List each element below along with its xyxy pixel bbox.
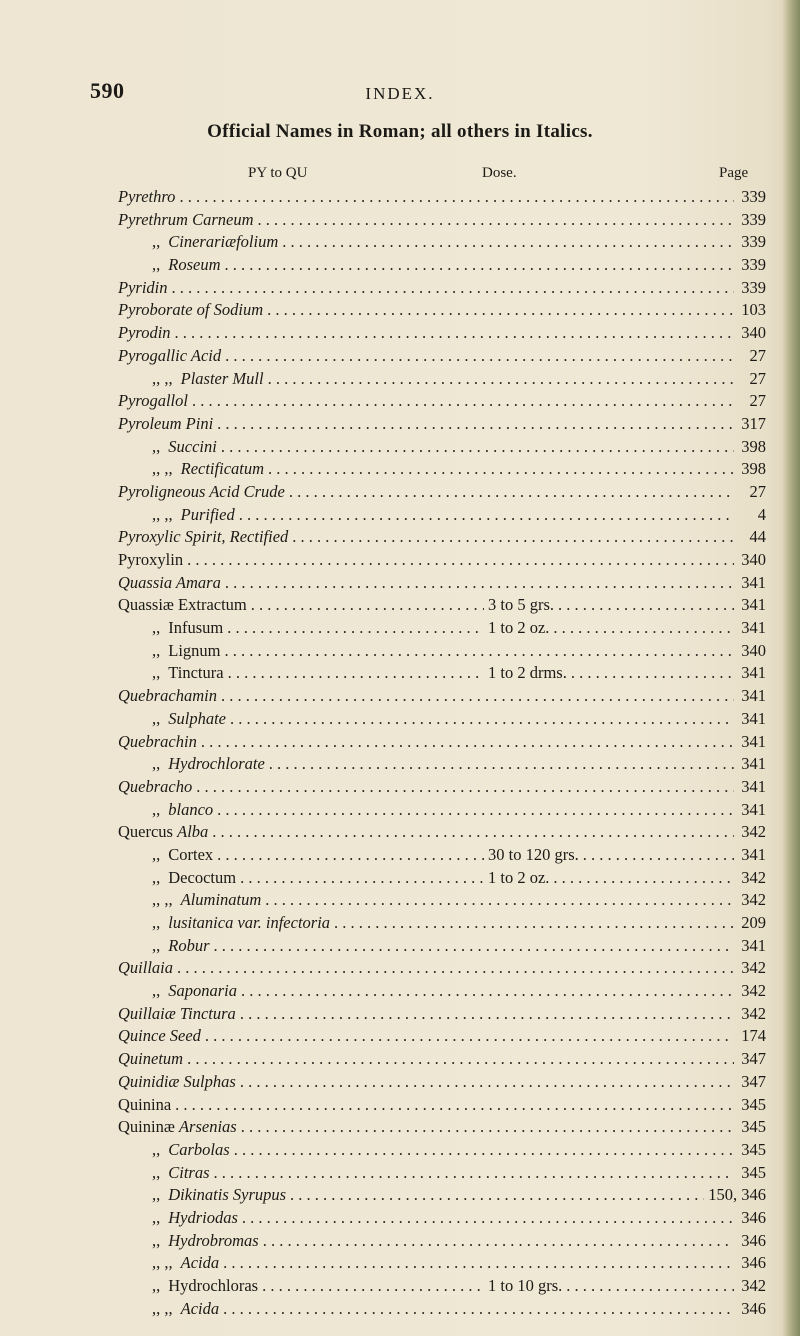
index-entry — [118, 254, 766, 277]
ditto-mark: ,, — [152, 1276, 161, 1295]
leader-dots — [217, 799, 734, 822]
entry-page: 340 — [741, 550, 766, 569]
entry-term: Plaster Mull — [180, 368, 264, 388]
entry-name — [118, 980, 241, 1003]
leader-dots — [214, 1162, 734, 1185]
index-entry — [118, 231, 766, 254]
running-head: INDEX. — [365, 84, 435, 103]
leader-dots — [201, 731, 734, 754]
entry-page: 398 — [741, 436, 766, 456]
entry-page: 342 — [741, 1003, 766, 1023]
ditto-mark: ,, — [152, 640, 161, 660]
entry-name — [118, 277, 172, 300]
entry-name — [118, 685, 221, 708]
entry-page: 341 — [741, 731, 766, 751]
entry-term: Pyrogallic Acid — [118, 345, 222, 365]
entry-page: 27 — [749, 391, 766, 411]
entry-term: Saponaria — [168, 981, 238, 1001]
leader-dots — [223, 1298, 734, 1321]
index-entry — [118, 821, 766, 844]
page-number: 590 — [90, 78, 125, 103]
index-entry — [118, 1207, 766, 1230]
index-entry — [118, 1025, 766, 1048]
entry-name — [118, 867, 240, 890]
leader-dots — [225, 254, 735, 277]
entry-term: Aluminatum — [180, 890, 262, 910]
entry-term: Pyrethrum Carneum — [118, 209, 254, 229]
entry-term: Quebracho — [118, 776, 193, 796]
entry-name — [118, 1071, 240, 1094]
index-entries — [118, 186, 766, 1320]
ditto-mark: ,, — [152, 663, 161, 683]
entry-name — [118, 254, 225, 277]
leader-dots — [262, 1275, 484, 1298]
entry-term: Carbolas — [168, 1139, 230, 1159]
entry-term: Citras — [168, 1162, 210, 1182]
index-entry — [118, 799, 766, 822]
ditto-mark: ,, — [152, 618, 161, 638]
entry-page: 339 — [741, 255, 766, 275]
entry-term: Pyroxylin — [118, 550, 184, 569]
entry-term: Quillaiæ Tinctura — [118, 1003, 236, 1023]
leader-dots — [225, 640, 735, 663]
entry-page: 341 — [741, 844, 766, 864]
leader-dots — [553, 617, 734, 640]
index-entry — [118, 640, 766, 663]
index-entry — [118, 390, 766, 413]
entry-term: Rectificatum — [180, 459, 265, 479]
entry-page: 347 — [741, 1071, 766, 1091]
index-entry — [118, 1230, 766, 1253]
entry-name — [118, 1230, 263, 1253]
ditto-mark: ,, — [152, 799, 161, 819]
entry-term: Robur — [168, 935, 210, 955]
entry-page: 346 — [741, 1298, 766, 1318]
entry-term: Pyroligneous Acid Crude — [118, 481, 285, 501]
ditto-mark: ,, — [152, 844, 161, 864]
ditto-mark: ,, — [152, 1230, 161, 1250]
ditto-mark: ,, ,, — [152, 890, 173, 910]
index-entry — [118, 504, 766, 527]
entry-term: Quillaia — [118, 958, 174, 978]
entry-term: Purified — [180, 504, 235, 524]
leader-dots — [192, 390, 734, 413]
entry-page: 341 — [741, 708, 766, 728]
entry-name — [118, 1275, 262, 1298]
entry-term: Hydriodas — [168, 1207, 238, 1227]
entry-name — [118, 617, 227, 640]
entry-name — [118, 209, 258, 232]
entry-name — [118, 322, 175, 345]
entry-term: Arsenias — [178, 1117, 237, 1137]
entry-term: Quince Seed — [118, 1026, 201, 1046]
entry-name — [118, 1184, 290, 1207]
entry-page: 346 — [741, 1230, 766, 1250]
leader-dots — [221, 685, 734, 708]
index-entry — [118, 912, 766, 935]
index-entry — [118, 889, 766, 912]
leader-dots — [251, 594, 484, 617]
entry-page: 209 — [741, 913, 766, 932]
entry-page: 346 — [741, 1207, 766, 1227]
entry-page: 317 — [741, 413, 766, 433]
leader-dots — [196, 776, 734, 799]
ditto-mark: ,, — [152, 1185, 161, 1205]
entry-name — [118, 481, 289, 504]
entry-name — [118, 731, 201, 754]
index-entry — [118, 1003, 766, 1026]
index-entry — [118, 299, 766, 322]
entry-name — [118, 594, 251, 617]
entry-name — [118, 368, 268, 391]
index-entry — [118, 731, 766, 754]
leader-dots — [175, 322, 734, 345]
index-entry — [118, 1252, 766, 1275]
entry-page: 339 — [741, 187, 766, 206]
entry-name — [118, 799, 217, 822]
entry-page: 341 — [741, 799, 766, 819]
entry-term: Cortex — [168, 844, 214, 864]
entry-name — [118, 458, 268, 481]
leader-dots — [566, 1275, 734, 1298]
entry-dose: 1 to 2 drms. — [488, 663, 567, 683]
entry-name — [118, 708, 230, 731]
entry-prefix: Quercus — [118, 822, 178, 842]
entry-page: 150, 346 — [708, 1185, 766, 1205]
leader-dots — [239, 504, 734, 527]
index-entry — [118, 368, 766, 391]
leader-dots — [571, 662, 734, 685]
entry-name — [118, 1048, 187, 1071]
entry-page: 342 — [741, 890, 766, 910]
entry-page: 345 — [741, 1139, 766, 1159]
index-entry — [118, 458, 766, 481]
entry-name — [118, 1207, 242, 1230]
entry-term: Decoctum — [168, 867, 237, 887]
entry-page: 174 — [741, 1026, 766, 1046]
entry-page: 398 — [741, 459, 766, 479]
entry-page: 341 — [741, 754, 766, 774]
index-entry — [118, 277, 766, 300]
index-entry — [118, 708, 766, 731]
index-entry — [118, 617, 766, 640]
index-entry — [118, 549, 766, 572]
leader-dots — [217, 413, 734, 436]
entry-term: Quinidiæ Sulphas — [118, 1071, 236, 1091]
entry-name — [118, 912, 334, 935]
leader-dots — [205, 1025, 734, 1048]
entry-name — [118, 753, 269, 776]
entry-term: Pyridin — [118, 277, 168, 297]
entry-page: 339 — [741, 209, 766, 229]
index-entry — [118, 594, 766, 617]
leader-dots — [230, 708, 734, 731]
entry-page: 345 — [741, 1162, 766, 1182]
entry-name — [118, 640, 225, 663]
entry-dose: 1 to 10 grs. — [488, 1276, 563, 1295]
entry-term: blanco — [168, 799, 214, 819]
ditto-mark: ,, — [152, 1162, 161, 1182]
entry-page: 346 — [741, 1253, 766, 1273]
entry-term: Pyroxylic Spirit, Rectified — [118, 527, 289, 547]
ditto-mark: ,, — [152, 867, 161, 887]
ditto-mark: ,, ,, — [152, 1298, 173, 1318]
entry-name — [118, 1139, 234, 1162]
leader-dots — [234, 1139, 734, 1162]
leader-dots — [558, 594, 734, 617]
leader-dots — [258, 209, 735, 232]
entry-name — [118, 1162, 214, 1185]
column-header-dose: Dose. — [482, 165, 517, 181]
index-entry — [118, 209, 766, 232]
index-entry — [118, 1275, 766, 1298]
entry-page: 103 — [741, 300, 766, 320]
entry-term: lusitanica var. infectoria — [168, 913, 331, 932]
index-entry — [118, 867, 766, 890]
entry-term: Quinetum — [118, 1049, 184, 1069]
entry-page: 340 — [741, 640, 766, 660]
entry-page: 27 — [749, 368, 766, 388]
entry-page: 27 — [749, 481, 766, 501]
entry-name — [118, 1298, 223, 1321]
leader-dots — [267, 299, 734, 322]
entry-name — [118, 526, 292, 549]
entry-page: 341 — [741, 776, 766, 796]
entry-term: Pyroleum Pini — [118, 413, 214, 433]
ditto-mark: ,, — [152, 436, 161, 456]
entry-dose: 30 to 120 grs. — [488, 844, 579, 864]
entry-page: 341 — [741, 595, 766, 615]
ditto-mark: ,, ,, — [152, 368, 173, 388]
ditto-mark: ,, ,, — [152, 459, 173, 479]
ditto-mark: ,, ,, — [152, 1253, 173, 1273]
leader-dots — [242, 1207, 734, 1230]
entry-name — [118, 821, 212, 844]
leader-dots — [241, 1116, 734, 1139]
index-entry — [118, 526, 766, 549]
ditto-mark: ,, — [152, 935, 161, 955]
index-entry — [118, 753, 766, 776]
column-header-range: PY to QU — [248, 165, 308, 181]
leader-dots — [290, 1184, 704, 1207]
index-entry — [118, 322, 766, 345]
ditto-mark: ,, — [152, 754, 161, 774]
entry-term: Quinina — [118, 1094, 172, 1114]
index-entry — [118, 186, 766, 209]
index-entry — [118, 1071, 766, 1094]
entry-term: Lignum — [168, 640, 221, 660]
entry-term: Quassia Amara — [118, 572, 221, 592]
entry-page: 342 — [741, 867, 766, 887]
entry-term: Pyroborate of Sodium — [118, 300, 264, 320]
index-entry — [118, 1139, 766, 1162]
entry-term: Infusum — [168, 618, 224, 638]
leader-dots — [240, 1071, 734, 1094]
leader-dots — [225, 572, 734, 595]
index-entry — [118, 1116, 766, 1139]
index-entry — [118, 481, 766, 504]
ditto-mark: ,, — [152, 913, 161, 932]
leader-dots — [227, 617, 484, 640]
entry-page: 341 — [741, 618, 766, 638]
leader-dots — [177, 957, 734, 980]
entry-page: 4 — [757, 504, 766, 524]
entry-page: 44 — [749, 527, 766, 547]
leader-dots — [221, 436, 734, 459]
entry-name — [118, 1025, 205, 1048]
ditto-mark: ,, — [152, 1207, 161, 1227]
entry-name — [118, 1094, 175, 1117]
page-edge-shadow — [782, 0, 800, 1336]
leader-dots — [241, 980, 734, 1003]
index-entry — [118, 844, 766, 867]
index-entry — [118, 572, 766, 595]
entry-page: 342 — [741, 958, 766, 978]
entry-term: Acida — [180, 1253, 220, 1273]
index-entry — [118, 980, 766, 1003]
entry-name — [118, 413, 217, 436]
ditto-mark: ,, — [152, 1139, 161, 1159]
entry-name — [118, 889, 265, 912]
leader-dots — [214, 935, 735, 958]
entry-term: Quassiæ Extractum — [118, 595, 247, 615]
leader-dots — [265, 889, 734, 912]
ditto-mark: ,, — [152, 232, 161, 252]
entry-term: Hydrochloras — [168, 1276, 259, 1295]
entry-term: Succini — [168, 436, 217, 456]
leader-dots — [172, 277, 735, 300]
entry-page: 345 — [741, 1094, 766, 1114]
index-entry — [118, 413, 766, 436]
leader-dots — [583, 844, 734, 867]
leader-dots — [292, 526, 734, 549]
entry-name — [118, 390, 192, 413]
entry-name — [118, 299, 267, 322]
leader-dots — [268, 458, 734, 481]
index-entry — [118, 1048, 766, 1071]
entry-page: 347 — [741, 1049, 766, 1069]
entry-page: 341 — [741, 663, 766, 683]
leader-dots — [289, 481, 734, 504]
entry-name — [118, 662, 228, 685]
column-header-page: Page — [719, 165, 749, 181]
ditto-mark: ,, — [152, 708, 161, 728]
index-entry — [118, 1094, 766, 1117]
ditto-mark: ,, — [152, 981, 161, 1001]
entry-name — [118, 231, 282, 254]
entry-page: 340 — [741, 323, 766, 343]
entry-term: Cinerariæfolium — [168, 232, 279, 252]
leader-dots — [334, 912, 734, 935]
entry-name — [118, 844, 217, 867]
entry-page: 345 — [741, 1117, 766, 1137]
entry-term: Pyrethro — [118, 187, 176, 206]
index-entry — [118, 1162, 766, 1185]
ditto-mark: ,, ,, — [152, 504, 173, 524]
leader-dots — [269, 753, 734, 776]
entry-term: Hydrobromas — [168, 1230, 259, 1250]
entry-term: Tinctura — [168, 663, 224, 683]
entry-page: 342 — [741, 822, 766, 842]
entry-name — [118, 186, 179, 209]
entry-name — [118, 572, 225, 595]
entry-dose: 3 to 5 grs. — [488, 595, 554, 615]
leader-dots — [175, 1094, 734, 1117]
leader-dots — [225, 345, 734, 368]
entry-term: Quebrachamin — [118, 686, 217, 706]
entry-term: Pyrodin — [118, 323, 171, 343]
leader-dots — [187, 1048, 734, 1071]
entry-name — [118, 504, 239, 527]
entry-prefix: Quininæ — [118, 1117, 179, 1137]
index-entry — [118, 345, 766, 368]
entry-term: Quebrachin — [118, 731, 197, 751]
index-entry — [118, 662, 766, 685]
leader-dots — [187, 549, 734, 572]
index-entry — [118, 776, 766, 799]
entry-name — [118, 549, 187, 572]
entry-dose: 1 to 2 oz. — [488, 618, 550, 638]
index-entry — [118, 957, 766, 980]
entry-page: 341 — [741, 686, 766, 706]
leader-dots — [282, 231, 734, 254]
entry-page: 27 — [749, 345, 766, 365]
entry-name — [118, 436, 221, 459]
entry-dose: 1 to 2 oz. — [488, 867, 550, 887]
entry-term: Acida — [180, 1298, 220, 1318]
leader-dots — [217, 844, 484, 867]
entry-name — [118, 935, 214, 958]
index-subtitle: Official Names in Roman; all others in Italics. — [207, 121, 593, 142]
leader-dots — [228, 662, 484, 685]
entry-term: Dikinatis Syrupus — [168, 1185, 287, 1205]
leader-dots — [263, 1230, 734, 1253]
entry-name — [118, 776, 196, 799]
leader-dots — [240, 1003, 734, 1026]
ditto-mark: ,, — [152, 255, 161, 275]
entry-page: 339 — [741, 232, 766, 252]
entry-page: 339 — [741, 277, 766, 297]
entry-page: 341 — [741, 935, 766, 955]
index-entry — [118, 935, 766, 958]
index-entry — [118, 1184, 766, 1207]
entry-name — [118, 1003, 240, 1026]
index-entry — [118, 685, 766, 708]
leader-dots — [223, 1252, 734, 1275]
entry-name — [118, 1116, 241, 1139]
leader-dots — [212, 821, 734, 844]
entry-term: Hydrochlorate — [168, 754, 265, 774]
entry-page: 342 — [741, 1276, 766, 1295]
leader-dots — [268, 368, 734, 391]
index-entry — [118, 436, 766, 459]
leader-dots — [179, 186, 734, 209]
entry-name — [118, 957, 177, 980]
leader-dots — [553, 867, 734, 890]
entry-name — [118, 345, 225, 368]
entry-name — [118, 1252, 223, 1275]
entry-term: Alba — [177, 822, 209, 842]
entry-page: 341 — [741, 572, 766, 592]
entry-term: Roseum — [168, 255, 221, 275]
leader-dots — [240, 867, 484, 890]
index-entry — [118, 1298, 766, 1321]
entry-page: 342 — [741, 981, 766, 1001]
entry-term: Pyrogallol — [118, 391, 188, 411]
entry-term: Sulphate — [168, 708, 226, 728]
